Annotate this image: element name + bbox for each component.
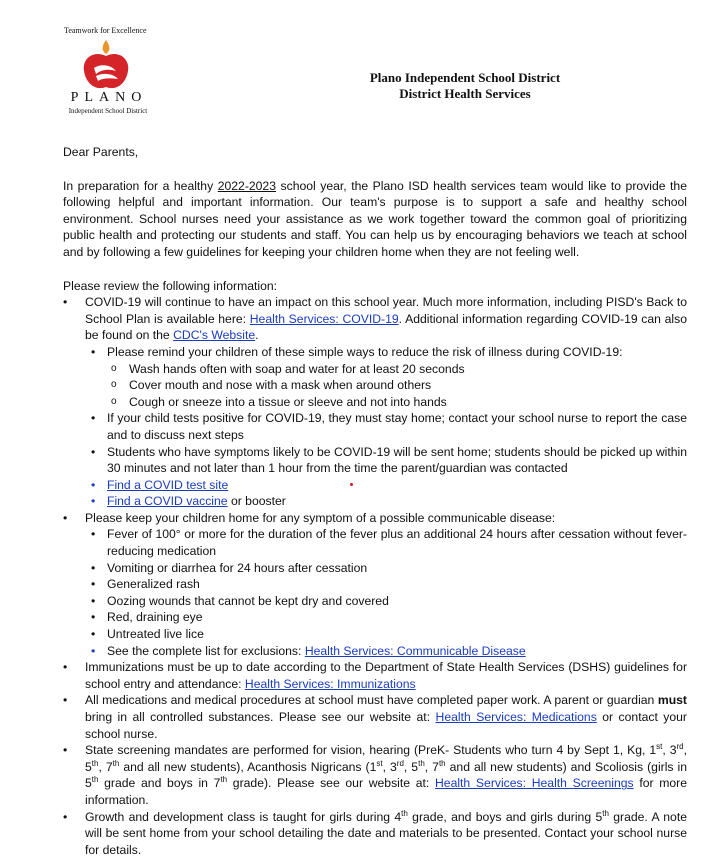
logo-name: PLANO <box>70 90 148 105</box>
ordinal: th <box>220 775 228 785</box>
ordinal: th <box>418 758 425 768</box>
covid-text-2: . Additional information regarding COVID-19 can also be found on the <box>85 311 687 343</box>
list-item-vaccine <box>63 493 687 510</box>
logo-tagline: Teamwork for Excellence <box>64 26 147 35</box>
list-item-covid <box>63 294 687 510</box>
list-item: o Cough or sneeze into a tissue or sleeve and not into hands <box>63 394 687 411</box>
medications-text: All medications and medical procedures at school must have completed paper work. A parent or guardian <box>85 693 658 708</box>
header-department: District Health Services <box>399 86 531 101</box>
medications-bold: must <box>657 693 687 708</box>
list-item: • Oozing wounds that cannot be kept dry and covered <box>63 593 687 610</box>
ordinal: st <box>656 742 663 752</box>
medications-text-2: bring in all controlled substances. Please see our website at: <box>85 710 436 724</box>
list-item: • Vomiting or diarrhea for 24 hours after cessation <box>63 560 687 577</box>
covid-link[interactable]: Health Services: COVID-19 <box>249 311 399 326</box>
list-item-remind <box>63 344 687 410</box>
ordinal: rd <box>676 742 684 752</box>
apple-flame-icon <box>80 38 132 92</box>
intro-text-rest: school year, the Plano ISD health services team would like to provide the following helpful and important information. Our team's purpose is to support a safe and healthy school environment. School nurses need your assistance as we work together toward the common goal of prioritizing public health and protecting our students and staff. You can help us by encouraging behaviors we teach at school and by following a few guidelines for keeping your children home when they are not feeling well. <box>63 178 687 259</box>
list-item: o Wash hands often with soap and water for at least 20 seconds <box>63 361 687 378</box>
screening-text: State screening mandates are performed for vision, hearing (PreK- Students who turn 4 by Sept 1, Kg, 1 <box>85 743 657 758</box>
covid-sublist <box>63 344 687 510</box>
list-item: • Generalized rash <box>63 576 687 593</box>
vaccine-suffix: or booster <box>227 494 286 509</box>
district-logo <box>62 26 154 118</box>
screening-text: , 7 <box>424 759 439 774</box>
list-item-medications <box>63 692 687 742</box>
ordinal: th <box>438 758 446 768</box>
communicable-sublist <box>63 526 687 659</box>
covid-text: COVID-19 will continue to have an impact on this school year. Much more information, including PISD's Back to School Plan is available here: <box>85 295 687 326</box>
list-item-growth <box>63 809 687 858</box>
immunizations-link[interactable]: Health Services: Immunizations <box>244 676 416 691</box>
list-item: • Fever of 100° or more for the duration of the fever plus an additional 24 hours after cessation without fever-reducing medication <box>63 526 687 559</box>
intro-year: 2022-2023 <box>217 178 276 193</box>
growth-text: grade, and boys and girls during 5 <box>407 809 603 824</box>
header-district: Plano Independent School District <box>369 70 561 85</box>
review-line: Please review the following information: <box>63 278 278 293</box>
ordinal: rd <box>396 758 404 768</box>
screening-text: , 3 <box>382 759 397 774</box>
medications-text-3: or contact your school nurse. <box>85 710 687 741</box>
ordinal: th <box>91 775 99 785</box>
list-item-positive: • If your child tests positive for COVID-19, they must stay home; contact your school nurse to report the case and to discuss next steps <box>63 410 687 443</box>
screening-text: and all new students), Acanthosis Nigricans (1 <box>119 759 377 774</box>
list-item-immunizations <box>63 659 687 692</box>
list-item-symptoms: • Students who have symptoms likely to be COVID-19 will be sent home; students should be picked up within 30 minutes and not later than 1 hour from the time the parent/guardian was contacted <box>63 444 687 477</box>
document-header <box>300 70 630 102</box>
screenings-link[interactable]: Health Services: Health Screenings <box>434 776 634 791</box>
list-item: • Red, draining eye <box>63 609 687 626</box>
exclusions-text: See the complete list for exclusions: <box>107 643 305 658</box>
letter-body <box>63 144 687 858</box>
covid-text-3: . <box>255 328 259 343</box>
cdc-link[interactable]: CDC's Website <box>173 328 256 343</box>
logo-subtitle: Independent School District <box>68 107 148 115</box>
list-item-test-site <box>63 477 687 494</box>
list-item-screening <box>63 742 687 808</box>
cursor-dot <box>350 483 353 486</box>
immunizations-text: Immunizations must be up to date according to the Department of State Health Services (DSHS) guidelines for school entry and attendance: <box>85 660 687 691</box>
remind-text: Please remind your children of these simple ways to reduce the risk of illness during COVID-19: <box>107 344 623 359</box>
ordinal: th <box>91 758 99 768</box>
vaccine-link[interactable]: Find a COVID vaccine <box>107 494 228 509</box>
screening-text: for more information. <box>85 776 687 807</box>
ordinal: th <box>112 758 120 768</box>
growth-text: grade. A note will be sent home from your school detailing the date and materials to be presented. Contact your school nurse for details. <box>85 809 687 857</box>
list-item-exclusions <box>63 643 687 660</box>
screening-text: , 3 <box>662 743 677 758</box>
test-site-link[interactable]: Find a COVID test site <box>107 477 229 492</box>
communicable-text: Please keep your children home for any symptom of a possible communicable disease: <box>85 510 556 525</box>
screening-text: , 5 <box>85 743 688 774</box>
list-item-communicable <box>63 510 687 659</box>
screening-text: , 7 <box>98 759 113 774</box>
screening-text: and all new students) and Scoliosis (girls in 5 <box>85 759 688 791</box>
list-item: o Cover mouth and nose with a mask when around others <box>63 377 687 394</box>
medications-link[interactable]: Health Services: Medications <box>435 710 597 724</box>
list-item: • Untreated live lice <box>63 626 687 643</box>
ordinal: st <box>376 758 383 768</box>
screening-text: grade). Please see our website at: <box>227 776 435 791</box>
ordinal: th <box>602 808 609 818</box>
ways-list <box>63 361 687 411</box>
greeting: Dear Parents, <box>63 145 139 159</box>
screening-text: , 5 <box>403 759 419 774</box>
communicable-link[interactable]: Health Services: Communicable Disease <box>304 643 526 658</box>
ordinal: th <box>401 808 408 818</box>
main-list <box>63 294 687 858</box>
intro-text: In preparation for a healthy <box>63 178 218 193</box>
growth-text: Growth and development class is taught for girls during 4 <box>85 809 402 824</box>
screening-text: grade and boys in 7 <box>98 776 221 791</box>
intro-paragraph <box>63 178 687 261</box>
